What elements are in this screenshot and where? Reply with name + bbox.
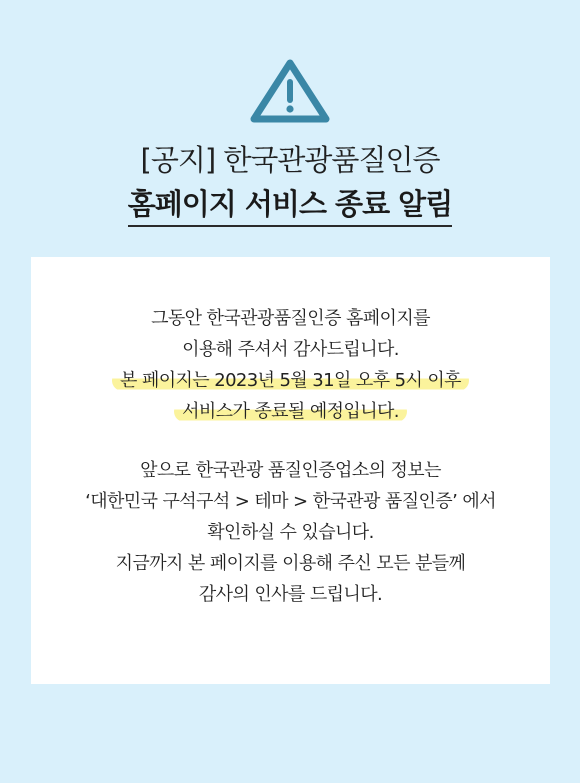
notice-paragraph-1 (31, 303, 550, 427)
notice-line: 지금까지 본 페이지를 이용해 주신 모든 분들께 (115, 553, 466, 574)
notice-line: 확인하실 수 있습니다. (207, 522, 374, 543)
highlighted-line: 서비스가 종료될 예정입니다. (174, 401, 407, 422)
highlighted-line: 본 페이지는 2023년 5월 31일 오후 5시 이후 (112, 370, 469, 391)
notice-line: ‘대한민국 구석구석 > 테마 > 한국관광 품질인증’ 에서 (85, 491, 496, 512)
notice-line: 그동안 한국관광품질인증 홈페이지를 (151, 308, 430, 329)
warning-triangle-icon (249, 58, 331, 124)
notice-paragraph-2 (31, 455, 550, 610)
notice-line: 앞으로 한국관광 품질인증업소의 정보는 (140, 460, 441, 481)
notice-title (0, 140, 580, 227)
notice-card (31, 257, 550, 684)
title-line-1: [공지] 한국관광품질인증 (140, 143, 440, 177)
notice-line: 감사의 인사를 드립니다. (198, 584, 383, 605)
notice-line: 이용해 주셔서 감사드립니다. (182, 339, 399, 360)
title-line-2: 홈페이지 서비스 종료 알림 (128, 184, 452, 227)
